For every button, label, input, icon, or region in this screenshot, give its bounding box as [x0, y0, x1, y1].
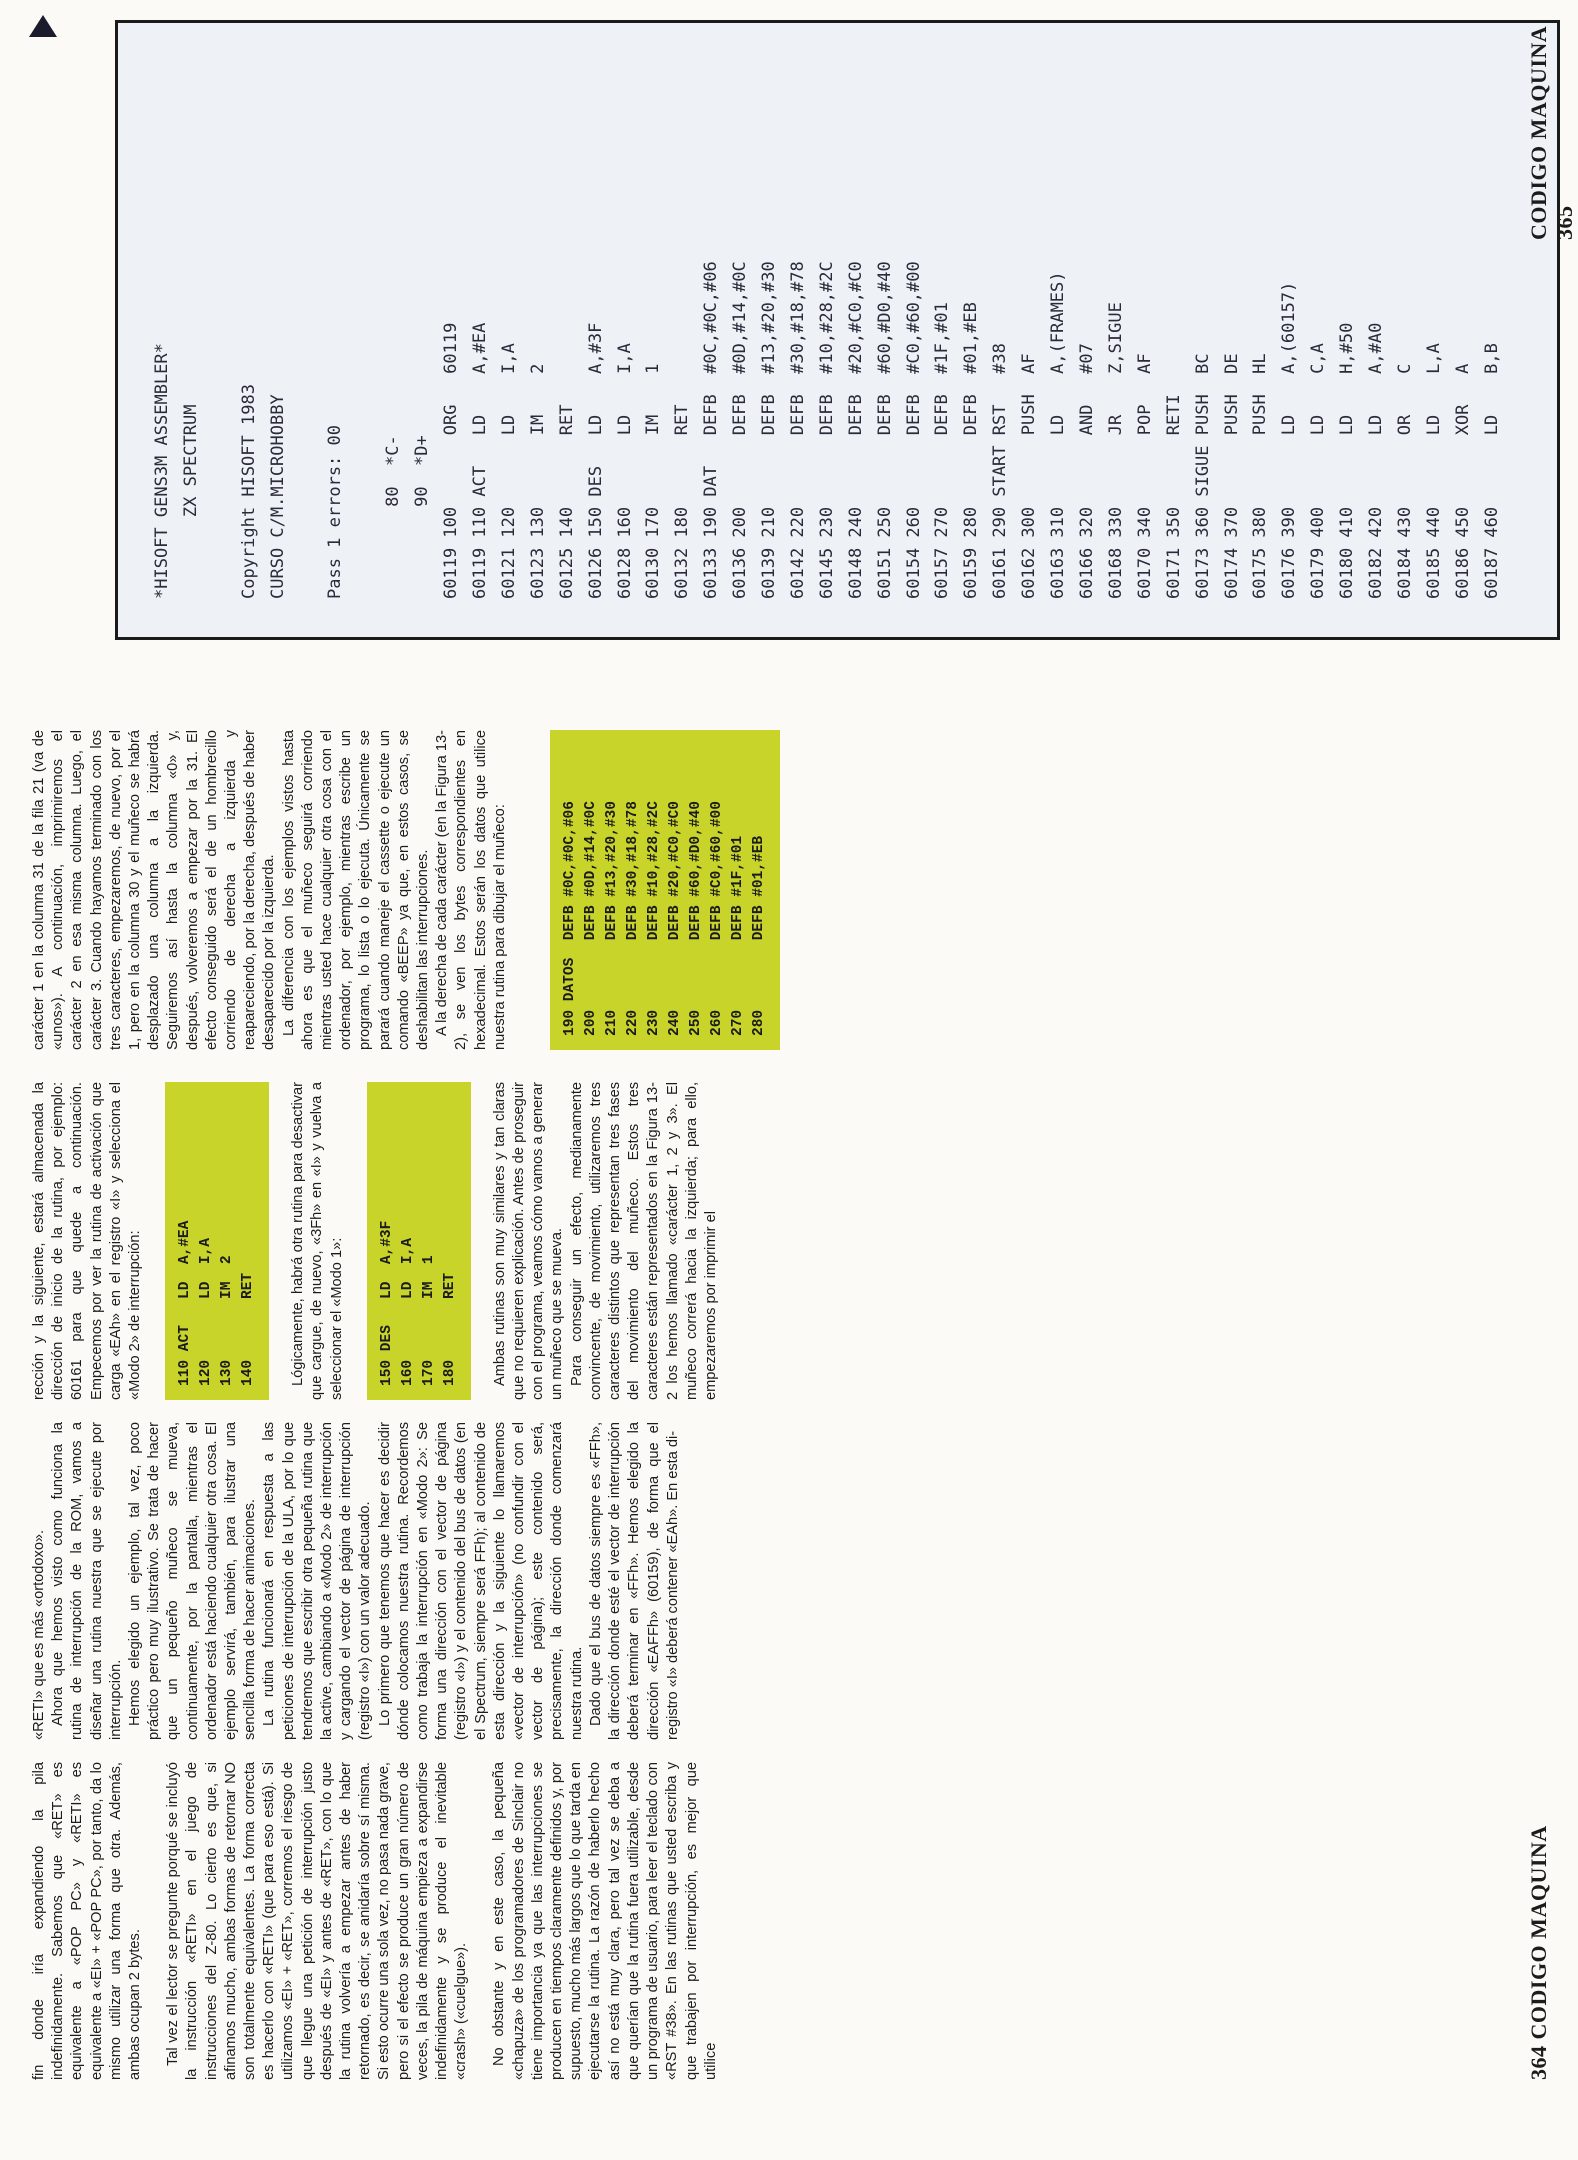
- column-3-end-text: [491, 1082, 721, 1400]
- listing-line: 60163 310 LD A,(FRAMES): [1048, 271, 1069, 599]
- code-line: 120 LD I,A: [198, 1238, 215, 1386]
- paragraph: «RETI» que es más «ortodoxo».: [31, 1529, 47, 1740]
- code-line: 150 DES LD A,#3F: [378, 1220, 395, 1386]
- listing-line: 60154 260 DEFB #C0,#60,#00: [903, 261, 924, 599]
- listing-line: 60168 330 JR Z,SIGUE: [1105, 302, 1126, 599]
- listing-line: 60130 170 IM 1: [643, 363, 664, 599]
- code-line: 170 IM 1: [420, 1255, 437, 1386]
- code-line: 260 DEFB #C0,#60,#00: [709, 801, 726, 1036]
- listing-line: 60145 230 DEFB #10,#28,#2C: [816, 261, 837, 599]
- paragraph: Tal vez el lector se pregunte porqué se incluyó la instrucción «RETI» en el juego de instrucciones del Z-80. Lo cierto es que, si afinamos mucho, ambas formas de retornar NO son totalmente equivalentes. La forma correcta es hacerlo con «RETI» (que para eso está). Si utilizamos «EI» + «RET», corremos el riesgo de que llegue una petición de interrupción justo después de «EI» y antes de «RET», con lo que la rutina volvería a empezar antes de haber retornado, es decir, se anidaría sobre sí misma. Si esto ocurre una sola vez, no pasa nada grave, pero si el efecto se produce un gran número de veces, la pila de máquina empieza a expandirse indefinidamente y se produce el inevitable «crash» («cuelgue»).: [165, 1762, 470, 2080]
- listing-line: *HISOFT GENS3M ASSEMBLER*: [152, 343, 172, 599]
- listing-line: 60125 140 RET: [556, 404, 577, 599]
- code-line: 220 DEFB #30,#18,#78: [625, 801, 642, 1036]
- listing-line: 60180 410 LD H,#50: [1337, 322, 1358, 599]
- column-3-intro-text: [30, 1082, 145, 1400]
- listing-line: 60136 200 DEFB #0D,#14,#0C: [730, 261, 751, 599]
- right-page: [0, 0, 1577, 1080]
- code-line: 190 DATOS DEFB #0C,#0C,#06: [562, 801, 579, 1036]
- listing-line: 60121 120 LD I,A: [498, 343, 519, 599]
- paragraph: carácter 1 en la columna 31 de la fila 21 (va de «unos»). A continuación, imprimiremos el carácter 2 en esa misma columna. Luego, el carácter 3. Cuando hayamos terminado con los tres caracteres, empezaremos, de nuevo, por el 1, pero en la columna 30 y el muñeco se habrá desplazado una columna a la izquierda. Seguiremos así hasta la columna «0» y, después, volveremos a empezar por la 31. El efecto conseguido será el de un hombrecillo corriendo de derecha a izquierda y reapareciendo, por la derecha, después de haber desaparecido por la izquierda.: [31, 730, 278, 1050]
- paragraph: La diferencia con los ejemplos vistos hasta ahora es que el muñeco seguirá corriendo mientras usted hace cualquier otra cosa con el ordenador, por ejemplo, mientras escribe un programa, lo lista o lo ejecuta. Únicamente se parará cuando maneje el cassette o ejecute un comando «BEEP» ya que, en estos casos, se deshabilitan las interrupciones.: [280, 730, 432, 1050]
- left-column-3: [30, 1082, 721, 1400]
- code-line: 270 DEFB #1F,#01: [730, 835, 747, 1036]
- paragraph: Para conseguir un efecto, medianamente convincente, de movimiento, utilizaremos tres caracteres distintos que representan tres fases del movimiento del muñeco. Estos tres caracteres están representados en la Figura 13-2 los hemos llamado «carácter 1, 2 y 3». El muñeco correrá hacia la izquierda; para ello, empezaremos por imprimir el: [568, 1082, 720, 1400]
- listing-line: [206, 39, 235, 599]
- code-line: 200 DEFB #0D,#14,#0C: [583, 801, 600, 1036]
- listing-line: 60175 380 PUSH HL: [1250, 353, 1271, 599]
- listing-line: Copyright HISOFT 1983: [238, 384, 259, 599]
- paragraph: fin donde iría expandiendo la pila indefinidamente. Sabemos que «RET» es equivalente a «POP PC» y «RETI» es equivalente a «EI» + «POP PC», por tanto, da lo mismo utilizar una forma que otra. Además, ambas ocupan 2 bytes.: [31, 1762, 144, 2080]
- code-line: 280 DEFB #01,#EB: [751, 835, 768, 1036]
- listing-line: CURSO C/M.MICROHOBBY: [267, 394, 288, 599]
- paragraph: Ahora que hemos visto como funciona la rutina de interrupción de la ROM, vamos a diseñar una rutina nuestra que se ejecute por interrupción.: [50, 1422, 124, 1740]
- listing-line: 60133 190 DAT DEFB #0C,#0C,#06: [701, 261, 722, 599]
- listing-line: Pass 1 errors: 00: [325, 425, 346, 599]
- paragraph: Ambas rutinas son muy similares y tan claras que no requieren explicación. Antes de proseguir con el programa, veamos cómo vamos a generar un muñeco que se mueva.: [491, 1082, 566, 1400]
- listing-line: ZX SPECTRUM: [180, 404, 201, 599]
- listing-line: [293, 39, 322, 599]
- paragraph: Lo primero que tenemos que hacer es decidir dónde colocamos nuestra rutina. Recordemos como trabaja la interrupción en «Modo 2»: Se forma una dirección con el vector de página (registro «I») y el contenido del bus de datos (en el Spectrum, siempre será FFh); al contenido de esta dirección y la siguiente lo llamaremos «vector de interrupción» (no confundir con el vector de página); este contenido será, precisamente, la dirección donde comenzará nuestra rutina.: [376, 1422, 585, 1740]
- left-page-folio: 364 CODIGO MAQUINA: [1526, 1825, 1551, 2080]
- paragraph: rección y la siguiente, estará almacenada la dirección de inicio de la rutina, por ejemplo: 60161 para que quede a continuación. Empecemos por ver la rutina de activación que carga «EAh» en el registro «I» y selecciona el «Modo 2» de interrupción:: [31, 1082, 144, 1400]
- listing-line: 60186 450 XOR A: [1452, 363, 1473, 599]
- listing-line: 60171 350 RETI: [1163, 394, 1184, 599]
- code-box-des: [367, 1082, 471, 1400]
- listing-line: 60151 250 DEFB #60,#D0,#40: [874, 261, 895, 599]
- listing-line: 60119 100 ORG 60119: [441, 322, 462, 599]
- right-column-text: [30, 730, 510, 1050]
- code-line: 250 DEFB #60,#D0,#40: [688, 801, 705, 1036]
- listing-line: 60159 280 DEFB #01,#EB: [961, 302, 982, 599]
- listing-line: 60182 420 LD A,#A0: [1366, 322, 1387, 599]
- listing-line: 60185 440 LD L,A: [1423, 343, 1444, 599]
- listing-line: 60166 320 AND #07: [1077, 343, 1097, 599]
- listing-line: 60123 130 IM 2: [527, 363, 548, 599]
- code-line: 130 IM 2: [219, 1255, 236, 1386]
- paragraph: A la derecha de cada carácter (en la Figura 13-2), se ven los bytes correspondientes en hexadecimal. Estos serán los datos que utilice nuestra rutina para dibujar el muñeco:: [434, 730, 508, 1050]
- listing-line: 60142 220 DEFB #30,#18,#78: [787, 261, 808, 599]
- code-line: 210 DEFB #13,#20,#30: [604, 801, 621, 1036]
- column-3-mid-text: [289, 1082, 347, 1400]
- code-line: 240 DEFB #20,#C0,#C0: [667, 801, 684, 1036]
- listing-line: 60157 270 DEFB #1F,#01: [932, 302, 953, 599]
- paragraph: Lógicamente, habrá otra rutina para desactivar que cargue, de nuevo, «3Fh» en «I» y vuelva a seleccionar el «Modo 1»:: [290, 1082, 345, 1400]
- code-line: 160 LD I,A: [399, 1238, 416, 1386]
- paragraph: La rutina funcionará en respuesta a las peticiones de interrupción de la ULA, por lo que tendremos que escribir otra pequeña rutina que la active, cambiando a «Modo 2» de interrupción y cargando el vector de página de interrupción (registro «I») con un valor adecuado.: [261, 1422, 374, 1740]
- right-page-folio: CODIGO MAQUINA 365: [1526, 27, 1577, 240]
- listing-line: 60139 210 DEFB #13,#20,#30: [759, 261, 780, 599]
- code-line: 180 RET: [441, 1272, 458, 1386]
- listing-line: 60128 160 LD I,A: [614, 343, 635, 599]
- code-line: 230 DEFB #10,#28,#2C: [646, 801, 663, 1036]
- listing-line: 60174 370 PUSH DE: [1221, 353, 1242, 599]
- listing-line: 60184 430 OR C: [1394, 363, 1415, 599]
- left-column-2: [30, 1422, 683, 1740]
- paragraph: Dado que el bus de datos siempre es «FFh», la dirección donde esté el vector de interrupción deberá terminar en «FFh». Hemos elegido la dirección «EAFFh» (60159), de forma que el registro «I» deberá contener «EAh». En esta di-: [587, 1422, 681, 1740]
- assembler-listing-box: [115, 20, 1560, 640]
- listing-line: 60179 400 LD C,A: [1308, 343, 1329, 599]
- listing-line: 90 *D+: [412, 435, 433, 599]
- code-line: 140 RET: [240, 1272, 257, 1386]
- assembler-listing: [148, 39, 1507, 599]
- code-box-act: [165, 1082, 269, 1400]
- listing-line: [350, 39, 379, 599]
- left-column-1: [30, 1762, 721, 2080]
- next-page-arrow-icon: [29, 15, 57, 37]
- listing-line: 80 *C-: [383, 435, 404, 599]
- listing-line: 60148 240 DEFB #20,#C0,#C0: [845, 261, 866, 599]
- listing-line: 60119 110 ACT LD A,#EA: [469, 322, 490, 599]
- code-box-datos: [550, 730, 780, 1050]
- right-column-1: [30, 730, 800, 1050]
- left-page: [0, 1080, 1566, 2160]
- listing-line: 60170 340 POP AF: [1134, 353, 1155, 599]
- listing-line: 60126 150 DES LD A,#3F: [585, 322, 606, 599]
- paragraph: Hemos elegido un ejemplo, tal vez, poco práctico pero muy ilustrativo. Se trata de hacer que un pequeño muñeco se mueva, continuamente, por la pantalla, mientras el ordenador está haciendo cualquier otra cosa. El ejemplo servirá, también, para ilustrar una sencilla forma de hacer animaciones.: [127, 1422, 259, 1740]
- paragraph: No obstante y en este caso, la pequeña «chapuza» de los programadores de Sinclair no tiene importancia ya que las interrupciones se producen en tiempos claramente definidos y, por supuesto, mucho más largos que lo que tarda en ejecutarse la rutina. La razón de haberlo hecho así no está muy clara, pero tal vez se deba a que querían que la rutina fuera utilizable, desde un programa de usuario, para leer el teclado con «RST #38». En las rutinas que usted escriba y que trabajen por interrupción, es mejor que utilice: [491, 1762, 719, 2080]
- listing-line: 60173 360 SIGUE PUSH BC: [1192, 353, 1213, 599]
- listing-line: 60132 180 RET: [672, 404, 693, 599]
- listing-line: 60187 460 LD B,B: [1481, 343, 1502, 599]
- listing-line: 60162 300 PUSH AF: [1019, 353, 1040, 599]
- code-line: 110 ACT LD A,#EA: [177, 1220, 194, 1386]
- listing-line: 60176 390 LD A,(60157): [1279, 281, 1300, 599]
- listing-line: 60161 290 START RST #38: [990, 343, 1011, 599]
